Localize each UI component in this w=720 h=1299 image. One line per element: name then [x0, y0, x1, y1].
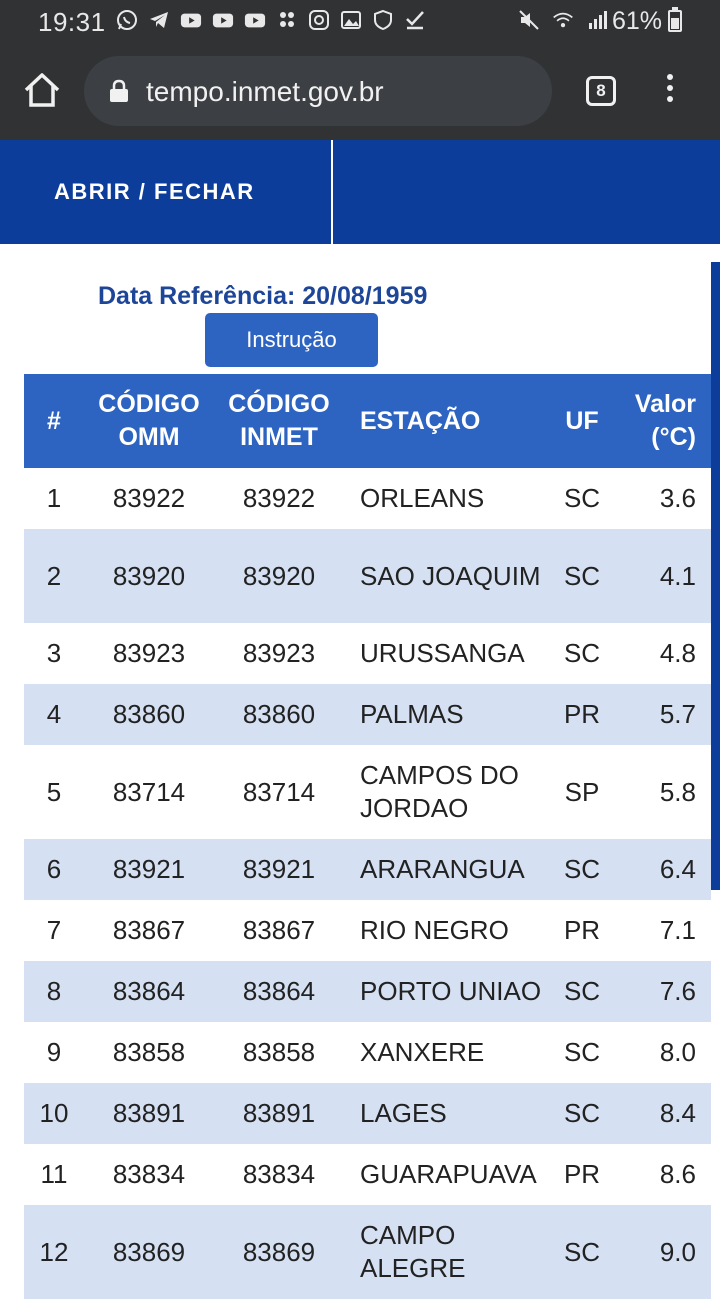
table-row	[24, 468, 711, 529]
row-omm-code: 83922	[84, 468, 214, 529]
row-inmet-code: 83864	[214, 961, 344, 1022]
row-station: CAMPOS DO JORDAO	[344, 745, 550, 839]
row-station: CAMPO ALEGRE	[344, 1205, 550, 1299]
row-uf: PR	[550, 1144, 614, 1205]
row-uf: SC	[550, 468, 614, 529]
reference-date: Data Referência: 20/08/1959	[98, 282, 428, 310]
shield-icon	[372, 9, 394, 31]
row-number: 10	[24, 1083, 84, 1144]
header-value: Valor (°C)	[614, 374, 711, 468]
row-number: 4	[24, 684, 84, 745]
header-divider	[331, 140, 333, 244]
table-body	[24, 468, 711, 1299]
system-icons	[518, 9, 608, 31]
wifi-icon	[552, 9, 574, 31]
row-inmet-code: 83923	[214, 623, 344, 684]
row-station: ARARANGUA	[344, 839, 550, 900]
row-station: PORTO UNIAO	[344, 961, 550, 1022]
row-uf: SP	[550, 745, 614, 839]
row-uf: PR	[550, 684, 614, 745]
row-uf: SC	[550, 961, 614, 1022]
row-inmet-code: 83922	[214, 468, 344, 529]
telegram-icon	[148, 9, 170, 31]
table-row	[24, 900, 711, 961]
row-omm-code: 83869	[84, 1205, 214, 1299]
row-inmet-code: 83920	[214, 529, 344, 623]
row-value: 4.1	[614, 529, 711, 623]
youtube-icon	[244, 9, 266, 31]
header-uf: UF	[550, 374, 614, 468]
row-value: 8.6	[614, 1144, 711, 1205]
row-inmet-code: 83867	[214, 900, 344, 961]
header-station: ESTAÇÃO	[344, 374, 550, 468]
instruction-button[interactable]: Instrução	[205, 313, 378, 367]
row-station: LAGES	[344, 1083, 550, 1144]
table-row	[24, 623, 711, 684]
row-value: 7.1	[614, 900, 711, 961]
row-station: GUARAPUAVA	[344, 1144, 550, 1205]
row-omm-code: 83858	[84, 1022, 214, 1083]
row-uf: PR	[550, 900, 614, 961]
row-number: 7	[24, 900, 84, 961]
signal-icon	[586, 9, 608, 31]
table-row	[24, 1144, 711, 1205]
youtube-icon	[212, 9, 234, 31]
row-value: 5.8	[614, 745, 711, 839]
row-number: 3	[24, 623, 84, 684]
status-time: 19:31	[38, 7, 106, 37]
row-omm-code: 83860	[84, 684, 214, 745]
row-uf: SC	[550, 623, 614, 684]
row-value: 4.8	[614, 623, 711, 684]
row-station: SAO JOAQUIM	[344, 529, 550, 623]
address-bar[interactable]	[84, 56, 552, 126]
row-value: 6.4	[614, 839, 711, 900]
mute-icon	[518, 9, 540, 31]
row-uf: SC	[550, 1022, 614, 1083]
table-row	[24, 1205, 711, 1299]
row-value: 3.6	[614, 468, 711, 529]
browser-toolbar	[0, 44, 720, 140]
row-inmet-code: 83714	[214, 745, 344, 839]
header-inmet-code: CÓDIGO INMET	[214, 374, 344, 468]
row-uf: SC	[550, 1083, 614, 1144]
table-row	[24, 745, 711, 839]
table-header-row	[24, 374, 711, 468]
instagram-icon	[308, 9, 330, 31]
table-row	[24, 1083, 711, 1144]
youtube-icon	[180, 9, 202, 31]
row-omm-code: 83921	[84, 839, 214, 900]
row-omm-code: 83864	[84, 961, 214, 1022]
row-number: 8	[24, 961, 84, 1022]
row-number: 9	[24, 1022, 84, 1083]
site-header	[0, 140, 720, 244]
row-value: 7.6	[614, 961, 711, 1022]
row-number: 5	[24, 745, 84, 839]
row-station: ORLEANS	[344, 468, 550, 529]
notification-icons	[116, 9, 426, 31]
row-number: 1	[24, 468, 84, 529]
row-number: 11	[24, 1144, 84, 1205]
row-omm-code: 83923	[84, 623, 214, 684]
page-scrollbar[interactable]	[711, 262, 720, 890]
stations-table	[24, 374, 711, 1299]
row-inmet-code: 83858	[214, 1022, 344, 1083]
row-inmet-code: 83834	[214, 1144, 344, 1205]
row-uf: SC	[550, 839, 614, 900]
table-row	[24, 529, 711, 623]
table-row	[24, 1022, 711, 1083]
row-station: XANXERE	[344, 1022, 550, 1083]
row-inmet-code: 83869	[214, 1205, 344, 1299]
battery-percent: 61%	[612, 7, 663, 35]
row-value: 8.4	[614, 1083, 711, 1144]
menu-toggle-button[interactable]: ABRIR / FECHAR	[54, 179, 255, 204]
row-station: PALMAS	[344, 684, 550, 745]
row-number: 6	[24, 839, 84, 900]
table-row	[24, 684, 711, 745]
menu-icon[interactable]	[660, 74, 680, 110]
table-row	[24, 961, 711, 1022]
header-number: #	[24, 374, 84, 468]
dots-icon	[276, 9, 298, 31]
row-value: 8.0	[614, 1022, 711, 1083]
row-omm-code: 83714	[84, 745, 214, 839]
row-station: RIO NEGRO	[344, 900, 550, 961]
row-number: 2	[24, 529, 84, 623]
url-text[interactable]: tempo.inmet.gov.br	[146, 76, 384, 107]
header-omm-code: CÓDIGO OMM	[84, 374, 214, 468]
row-inmet-code: 83891	[214, 1083, 344, 1144]
table-row	[24, 839, 711, 900]
row-uf: SC	[550, 529, 614, 623]
status-bar	[0, 0, 720, 44]
row-omm-code: 83867	[84, 900, 214, 961]
row-inmet-code: 83860	[214, 684, 344, 745]
row-uf: SC	[550, 1205, 614, 1299]
row-omm-code: 83834	[84, 1144, 214, 1205]
gallery-icon	[340, 9, 362, 31]
home-icon[interactable]	[22, 70, 62, 110]
row-value: 5.7	[614, 684, 711, 745]
row-omm-code: 83920	[84, 529, 214, 623]
row-value: 9.0	[614, 1205, 711, 1299]
row-number: 12	[24, 1205, 84, 1299]
lock-icon	[108, 79, 130, 103]
row-inmet-code: 83921	[214, 839, 344, 900]
tab-switcher-button[interactable]: 8	[586, 76, 616, 106]
row-omm-code: 83891	[84, 1083, 214, 1144]
battery-icon	[668, 10, 682, 32]
whatsapp-icon	[116, 9, 138, 31]
check-icon	[404, 9, 426, 31]
row-station: URUSSANGA	[344, 623, 550, 684]
